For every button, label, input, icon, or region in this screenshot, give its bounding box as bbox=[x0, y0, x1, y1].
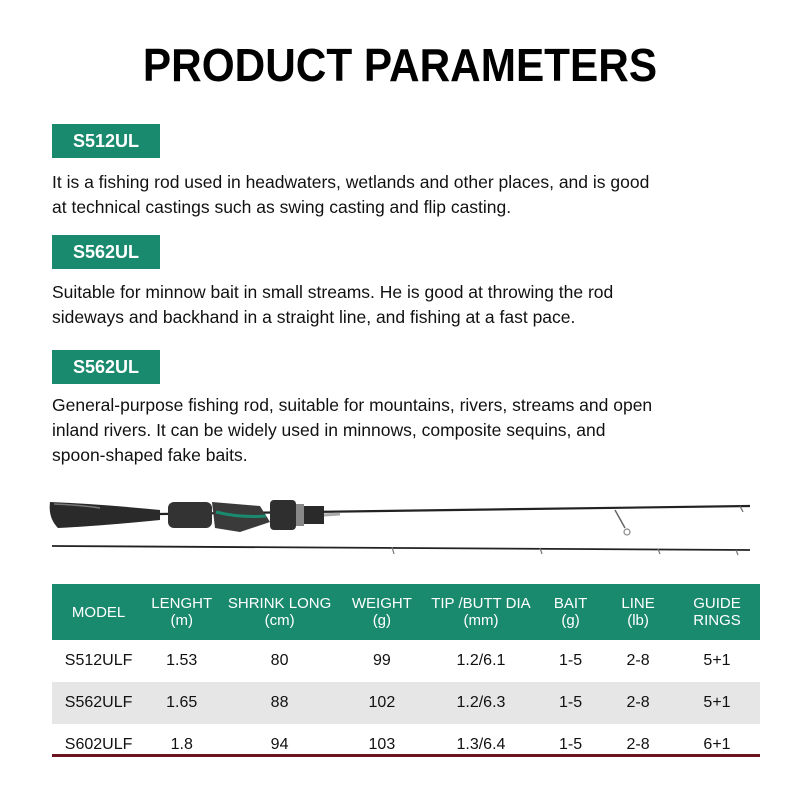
model-tag-2: S562UL bbox=[52, 235, 160, 269]
header-unit: (m) bbox=[170, 612, 193, 629]
cell-line: 2-8 bbox=[626, 736, 650, 753]
header-label: LINE bbox=[621, 595, 655, 612]
header-guide-rings bbox=[674, 584, 760, 640]
header-unit: (lb) bbox=[627, 612, 649, 629]
rod-tip-section bbox=[52, 546, 750, 555]
cell-weight: 102 bbox=[341, 682, 423, 724]
model-description-3 bbox=[52, 393, 752, 468]
cell-tip-butt-dia: 1.3/6.4 bbox=[456, 736, 506, 753]
model-tag-1: S512UL bbox=[52, 124, 160, 158]
cell-model: S602ULF bbox=[64, 736, 133, 753]
header-unit: (g) bbox=[372, 612, 392, 629]
header-label: TIP /BUTT DIA bbox=[431, 595, 531, 612]
header-shrink-long bbox=[218, 584, 341, 640]
header-length bbox=[145, 584, 218, 640]
table-row bbox=[52, 724, 760, 766]
cell-tip-butt-dia: 1.2/6.3 bbox=[423, 682, 539, 724]
cell-bait: 1-5 bbox=[559, 736, 583, 753]
cell-bait: 1-5 bbox=[539, 682, 602, 724]
cell-length: 1.65 bbox=[145, 682, 218, 724]
parameters-table bbox=[52, 584, 760, 766]
table-header-row bbox=[52, 584, 760, 640]
header-model bbox=[52, 584, 145, 640]
description-line: inland rivers. It can be widely used in minnows, composite sequins, and bbox=[52, 420, 606, 440]
rod-butt-section bbox=[50, 500, 750, 535]
header-unit: RINGS bbox=[693, 612, 741, 629]
cell-weight: 99 bbox=[372, 652, 391, 669]
header-label: WEIGHT bbox=[351, 595, 412, 612]
cell-length: 1.53 bbox=[166, 652, 198, 669]
header-unit: (cm) bbox=[264, 612, 295, 629]
model-tag-3: S562UL bbox=[52, 350, 160, 384]
cell-length: 1.8 bbox=[170, 736, 193, 753]
fishing-rod-illustration bbox=[40, 488, 760, 568]
cell-weight: 103 bbox=[368, 736, 396, 753]
cell-tip-butt-dia: 1.2/6.1 bbox=[456, 652, 506, 669]
header-tip-butt-dia bbox=[423, 584, 539, 640]
page-title: PRODUCT PARAMETERS bbox=[142, 39, 658, 91]
header-weight bbox=[341, 584, 423, 640]
cell-shrink-long: 88 bbox=[218, 682, 341, 724]
description-line: Suitable for minnow bait in small streams. He is good at throwing the rod bbox=[52, 282, 614, 302]
header-label: GUIDE bbox=[693, 595, 741, 612]
model-description-1 bbox=[52, 170, 752, 220]
cell-shrink-long: 80 bbox=[270, 652, 289, 669]
header-bait bbox=[539, 584, 602, 640]
description-line: General-purpose fishing rod, suitable for mountains, rivers, streams and open bbox=[52, 395, 653, 415]
model-description-2 bbox=[52, 280, 752, 330]
cell-bait: 1-5 bbox=[559, 652, 583, 669]
table-row bbox=[52, 682, 760, 724]
bottom-divider bbox=[52, 754, 760, 757]
header-line bbox=[602, 584, 674, 640]
cell-line: 2-8 bbox=[602, 682, 674, 724]
cell-guide-rings: 5+1 bbox=[674, 682, 760, 724]
header-label: SHRINK LONG bbox=[227, 595, 332, 612]
header-unit: (mm) bbox=[463, 612, 499, 629]
cell-guide-rings: 6+1 bbox=[703, 736, 731, 753]
header-label: LENGHT bbox=[151, 595, 213, 612]
description-line: spoon-shaped fake baits. bbox=[52, 445, 248, 465]
header-label: MODEL bbox=[71, 603, 126, 621]
description-line: sideways and backhand in a straight line, and fishing at a fast pace. bbox=[52, 307, 576, 327]
description-line: at technical castings such as swing casting and flip casting. bbox=[52, 197, 512, 217]
cell-line: 2-8 bbox=[626, 652, 650, 669]
cell-shrink-long: 94 bbox=[270, 736, 289, 753]
cell-guide-rings: 5+1 bbox=[703, 652, 731, 669]
cell-model: S512ULF bbox=[64, 652, 133, 669]
header-label: BAIT bbox=[553, 595, 588, 612]
cell-model: S562ULF bbox=[52, 682, 145, 724]
description-line: It is a fishing rod used in headwaters, wetlands and other places, and is good bbox=[52, 172, 650, 192]
table-row bbox=[52, 640, 760, 682]
header-unit: (g) bbox=[561, 612, 580, 629]
